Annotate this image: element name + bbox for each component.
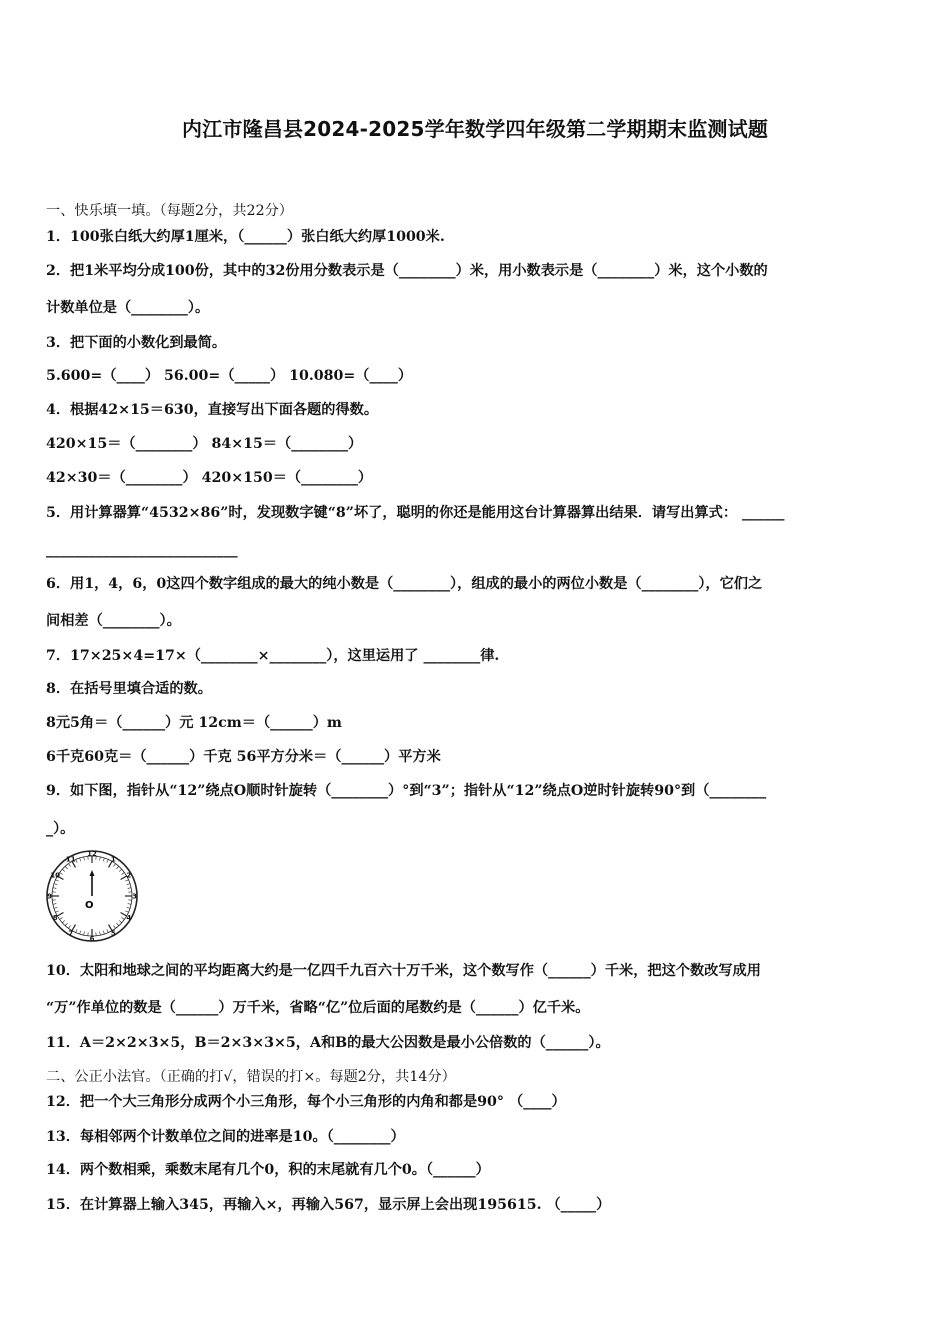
question-5-line-1: 5．用计算器算“4532×86”时，发现数字键“8”坏了，聪明的你还是能用这台计算器算出结果．请写出算式： ______ [46, 505, 785, 521]
clock-tick [80, 858, 81, 861]
question-8-items-1: 8元5角＝（______）元 12cm＝（______）m [46, 715, 342, 731]
clock-hand-arrow [90, 870, 95, 876]
clock-tick [103, 931, 104, 934]
question-10-line-1: 10．太阳和地球之间的平均距离大约是一亿四千九百六十万千米，这个数写作（______）千米，把这个数改写成用 [46, 963, 761, 979]
question-9-line-2: _）。 [46, 821, 75, 837]
question-4-items-2: 42×30＝（________） 420×150＝（________） [46, 470, 373, 486]
clock-tick [68, 864, 70, 867]
clock-tick [65, 923, 67, 926]
clock-tick [55, 911, 58, 912]
question-7: 7．17×25×4=17×（________×________），这里运用了 ________律. [46, 648, 500, 664]
question-15: 15．在计算器上输入345，再输入×，再输入567，显示屏上会出现195615. （_____） [46, 1197, 611, 1213]
clock-tick [54, 907, 57, 908]
clock-tick [128, 888, 131, 889]
clock-number: 4 [126, 913, 132, 922]
clock-tick [128, 904, 131, 905]
question-2-line-1: 2．把1米平均分成100份，其中的32份用分数表示是（________）米，用小数表示是（________）米，这个小数的 [46, 263, 768, 279]
clock-tick [68, 926, 70, 929]
clock-tick [100, 932, 101, 935]
clock-tick [116, 866, 118, 869]
clock-tick [54, 884, 57, 885]
clock-number: 2 [126, 871, 132, 880]
clock-number: 9 [47, 892, 52, 901]
clock-tick [122, 872, 125, 874]
clock-tick [76, 929, 77, 932]
clock-number: 10 [50, 871, 61, 880]
clock-tick [113, 926, 115, 929]
clock-tick [84, 857, 85, 860]
clock-tick [127, 884, 130, 885]
clock-number: 3 [132, 892, 137, 901]
clock-number: 8 [52, 913, 58, 922]
question-6-line-1: 6．用1，4，6，0这四个数字组成的最大的纯小数是（________），组成的最小的两位小数是（________），它们之 [46, 576, 763, 592]
clock-tick [122, 917, 125, 919]
clock-center-label: O [85, 900, 94, 911]
clock-number: 6 [89, 935, 95, 943]
question-8-items-2: 6千克60克＝（______）千克 56平方分米＝（______）平方米 [46, 749, 441, 765]
question-5-line-2: ___________________________ [46, 542, 238, 558]
clock-tick [107, 859, 108, 862]
question-10-line-2: “万”作单位的数是（______）万千米，省略“亿”位后面的尾数约是（______）亿千米。 [46, 1000, 590, 1016]
clock-tick [57, 913, 63, 917]
clock-number: 12 [87, 850, 97, 858]
question-11: 11．A＝2×2×3×5，B＝2×3×3×5，A和B的最大公因数是最小公倍数的（______）。 [46, 1035, 610, 1051]
clock-tick [84, 932, 85, 935]
section-heading-judge: 二、公正小法官。（正确的打√，错误的打×。每题2分，共14分） [46, 1069, 456, 1085]
question-3-items: 5.600=（____） 56.00=（_____） 10.080=（____） [46, 368, 413, 384]
clock-number: 11 [65, 855, 76, 864]
question-2-line-2: 计数单位是（________）。 [46, 300, 210, 316]
clock-tick [103, 858, 104, 861]
question-13: 13．每相邻两个计数单位之间的进率是10。（________） [46, 1129, 405, 1145]
clock-tick [60, 917, 63, 919]
section-heading-fill: 一、快乐填一填。（每题2分，共22分） [46, 203, 293, 219]
clock-tick [62, 920, 65, 922]
question-1: 1．100张白纸大约厚1厘米，（______）张白纸大约厚1000米. [46, 229, 445, 245]
clock-tick [53, 888, 56, 889]
page-title: 内江市隆昌县2024-2025学年数学四年级第二学期期末监测试题 [181, 117, 769, 141]
clock-number: 5 [110, 929, 116, 938]
clock-tick [125, 880, 128, 881]
clock-tick [65, 866, 67, 869]
clock-tick [53, 904, 56, 905]
question-8: 8．在括号里填合适的数。 [46, 681, 212, 697]
question-9-line-1: 9．如下图，指针从“12”绕点O顺时针旋转（________）°到“3”；指针从“12”绕点O逆时针旋转90°到（________ [46, 783, 767, 799]
clock-tick [76, 859, 77, 862]
question-12: 12．把一个大三角形分成两个小三角形，每个小三角形的内角和都是90° （____） [46, 1094, 566, 1110]
clock-tick [62, 869, 65, 871]
clock-figure [44, 848, 140, 944]
clock-tick [107, 929, 108, 932]
clock-tick [80, 931, 81, 934]
question-3: 3．把下面的小数化到最简。 [46, 335, 227, 351]
question-4-items-1: 420×15＝（________） 84×15＝（________） [46, 436, 363, 452]
clock-tick [125, 911, 128, 912]
clock-tick [116, 923, 118, 926]
question-14: 14．两个数相乘，乘数末尾有几个0，积的末尾就有几个0。（______） [46, 1162, 490, 1178]
clock-tick [100, 857, 101, 860]
clock-tick [119, 920, 122, 922]
clock-tick [113, 864, 115, 867]
clock-number: 7 [68, 929, 74, 938]
clock-tick [127, 907, 130, 908]
clock-tick [55, 880, 58, 881]
question-4: 4．根据42×15＝630，直接写出下面各题的得数。 [46, 402, 379, 418]
clock-number: 1 [110, 855, 116, 864]
clock-tick [119, 869, 122, 871]
question-6-line-2: 间相差（________）。 [46, 613, 181, 629]
